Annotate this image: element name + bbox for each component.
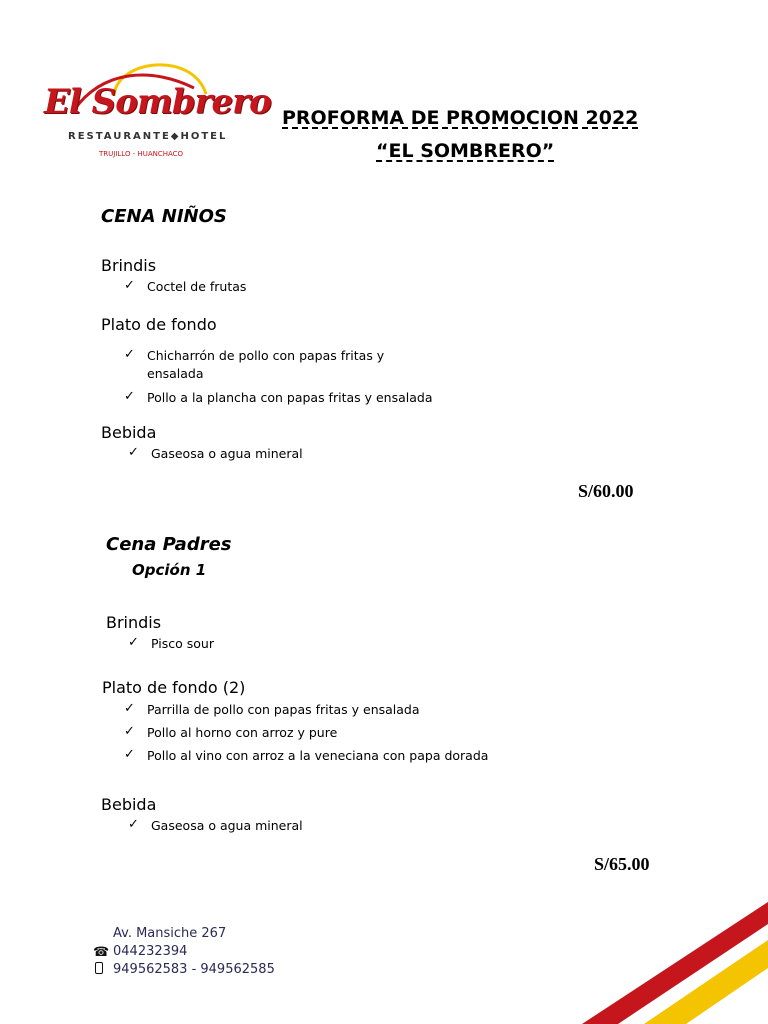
checkmark-icon: ✓ [124, 747, 135, 762]
section-title-cena-padres: Cena Padres [106, 534, 232, 555]
address: Av. Mansiche 267 [113, 926, 227, 941]
list-item: Gaseosa o agua mineral [151, 818, 303, 833]
group-label-bebida: Bebida [101, 795, 157, 814]
checkmark-icon: ✓ [128, 635, 139, 650]
logo-brand-text: El Sombrero [44, 82, 271, 122]
checkmark-icon: ✓ [124, 701, 135, 716]
group-label-brindis: Brindis [101, 256, 157, 275]
checkmark-icon: ✓ [124, 389, 135, 404]
section-title-cena-ninos: CENA NIÑOS [101, 206, 227, 227]
price-cena-padres: S/65.00 [594, 854, 650, 874]
list-item: Pollo a la plancha con papas fritas y ensalada [147, 390, 433, 405]
price-cena-ninos: S/60.00 [578, 481, 634, 501]
checkmark-icon: ✓ [124, 347, 135, 362]
checkmark-icon: ✓ [128, 445, 139, 460]
checkmark-icon: ✓ [124, 724, 135, 739]
restaurant-logo [44, 48, 271, 166]
page-title: PROFORMA DE PROMOCION 2022 [282, 107, 639, 129]
logo-location: TRUJILLO - HUANCHACO [99, 150, 184, 158]
list-item: Pollo al vino con arroz a la veneciana con papa dorada [147, 748, 489, 763]
group-label-plato: Plato de fondo [101, 315, 217, 334]
list-item: Parrilla de pollo con papas fritas y ensalada [147, 702, 420, 717]
list-item: Chicharrón de pollo con papas fritas y ensalada [147, 348, 385, 381]
phone-icon: ☎ [93, 944, 110, 959]
list-item: Pollo al horno con arroz y pure [147, 725, 338, 740]
list-item: Pisco sour [151, 636, 214, 651]
mobile-numbers: 949562583 - 949562585 [113, 962, 275, 977]
option-title: Opción 1 [132, 561, 207, 579]
mobile-phone-icon [95, 962, 103, 974]
checkmark-icon: ✓ [128, 817, 139, 832]
logo-subtitle: RESTAURANTE◆HOTEL [68, 131, 228, 142]
group-label-bebida: Bebida [101, 423, 157, 442]
list-item: Coctel de frutas [147, 279, 247, 294]
list-item: Gaseosa o agua mineral [151, 446, 303, 461]
group-label-plato: Plato de fondo (2) [102, 678, 246, 697]
phone-number: 044232394 [113, 944, 188, 959]
corner-stripes-decoration [568, 880, 768, 1024]
checkmark-icon: ✓ [124, 278, 135, 293]
page-subtitle: “EL SOMBRERO” [376, 140, 555, 162]
group-label-brindis: Brindis [106, 613, 162, 632]
